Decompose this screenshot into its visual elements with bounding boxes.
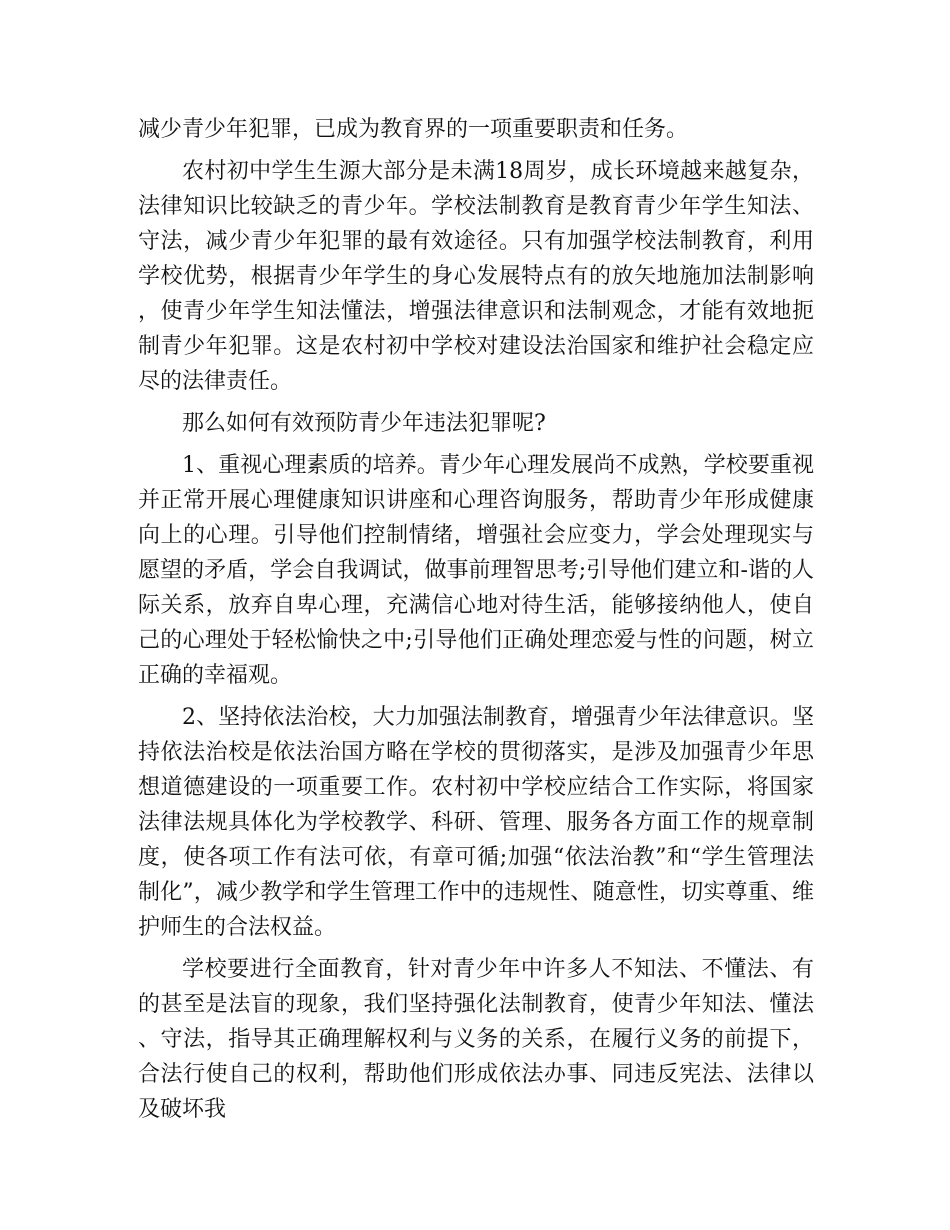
paragraph-comprehensive-education: 学校要进行全面教育，针对青少年中许多人不知法、不懂法、有的甚至是法盲的现象，我们坚持强化法制教育，使青少年知法、懂法、守法，指导其正确理解权利与义务的关系，在履行义务的前提下，合法行使自己的权利，帮助他们形成依法办事、同违反宪法、法律以及破坏我 bbox=[138, 957, 814, 1122]
paragraph-question: 那么如何有效预防青少年违法犯罪呢? bbox=[182, 411, 546, 436]
paragraph-point-1: 1、重视心理素质的培养。青少年心理发展尚不成熟，学校要重视并正常开展心理健康知识讲座和心理咨询服务，帮助青少年形成健康向上的心理。引导他们控制情绪，增强社会应变力，学会处理现实与愿望的矛盾，学会自我调试，做事前理智思考;引导他们建立和-谐的人际关系，放弃自卑心理，充满信心地对待生活，能够接纳他人，使自己的心理处于轻松愉快之中;引导他们正确处理恋爱与性的问题，树立正确的幸福观。 bbox=[138, 453, 814, 688]
document-body bbox=[138, 112, 814, 1134]
paragraph-point-2: 2、坚持依法治校，大力加强法制教育，增强青少年法律意识。坚持依法治校是依法治国方略在学校的贯彻落实，是涉及加强青少年思想道德建设的一项重要工作。农村初中学校应结合工作实际，将国家法律法规具体化为学校教学、科研、管理、服务各方面工作的规章制度，使各项工作有法可依，有章可循;加强“依法治教”和“学生管理法制化”，减少教学和学生管理工作中的违规性、随意性，切实尊重、维护师生的合法权益。 bbox=[138, 705, 814, 940]
paragraph-background: 农村初中学生生源大部分是未满18周岁，成长环境越来越复杂，法律知识比较缺乏的青少年。学校法制教育是教育青少年学生知法、守法，减少青少年犯罪的最有效途径。只有加强学校法制教育，利用学校优势，根据青少年学生的身心发展特点有的放矢地施加法制影响，使青少年学生知法懂法，增强法律意识和法制观念，才能有效地扼制青少年犯罪。这是农村初中学校对建设法治国家和维护社会稳定应尽的法律责任。 bbox=[138, 159, 814, 394]
paragraph-continuation: 减少青少年犯罪，已成为教育界的一项重要职责和任务。 bbox=[138, 117, 689, 142]
